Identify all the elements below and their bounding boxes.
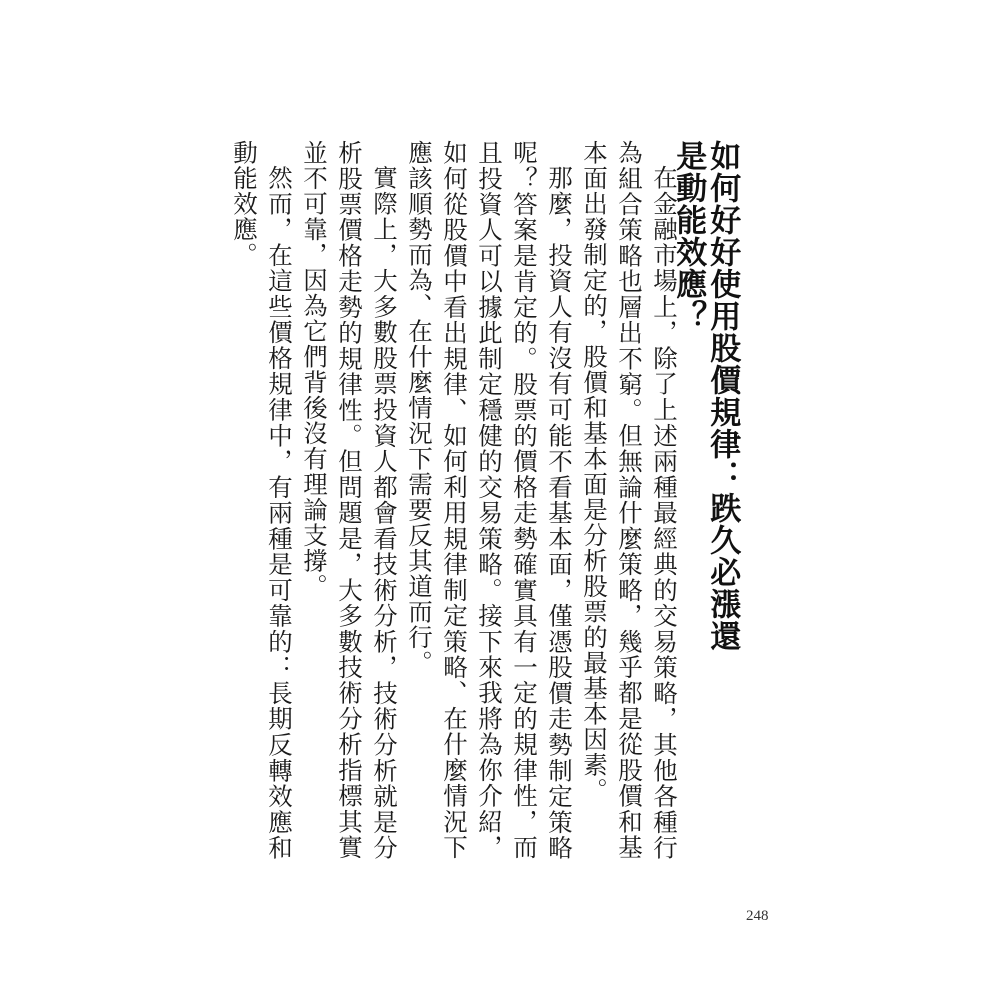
chapter-title: 如何好好使用股價規律：跌久必漲還是動能效應？ bbox=[670, 140, 741, 652]
paragraph-1: 在金融市場上，除了上述兩種最經典的交易策略，其他各種行為組合策略也層出不窮。但無論什麼策略，幾乎都是從股價和基本面出發制定的，股價和基本面是分析股票的最基本因素。 bbox=[580, 140, 679, 860]
paragraph-4: 然而，在這些價格規律中，有兩種是可靠的：長期反轉效應和動能效應。 bbox=[230, 140, 294, 860]
paragraph-2: 那麼，投資人有沒有可能不看基本面，僅憑股價走勢制定策略呢？答案是肯定的。股票的價格走勢確實具有一定的規律性，而且投資人可以據此制定穩健的交易策略。接下來我將為你介紹，如何從股價中看出規律、如何利用規律制定策略、在什麼情況下應該順勢而為、在什麼情況下需要反其道而行。 bbox=[405, 140, 574, 860]
paragraph-3: 實際上，大多數股票投資人都會看技術分析，技術分析就是分析股票價格走勢的規律性。但問題是，大多數技術分析指標其實並不可靠，因為它們背後沒有理論支撐。 bbox=[300, 140, 399, 860]
page-number: 248 bbox=[746, 908, 769, 924]
body-text bbox=[227, 140, 682, 860]
